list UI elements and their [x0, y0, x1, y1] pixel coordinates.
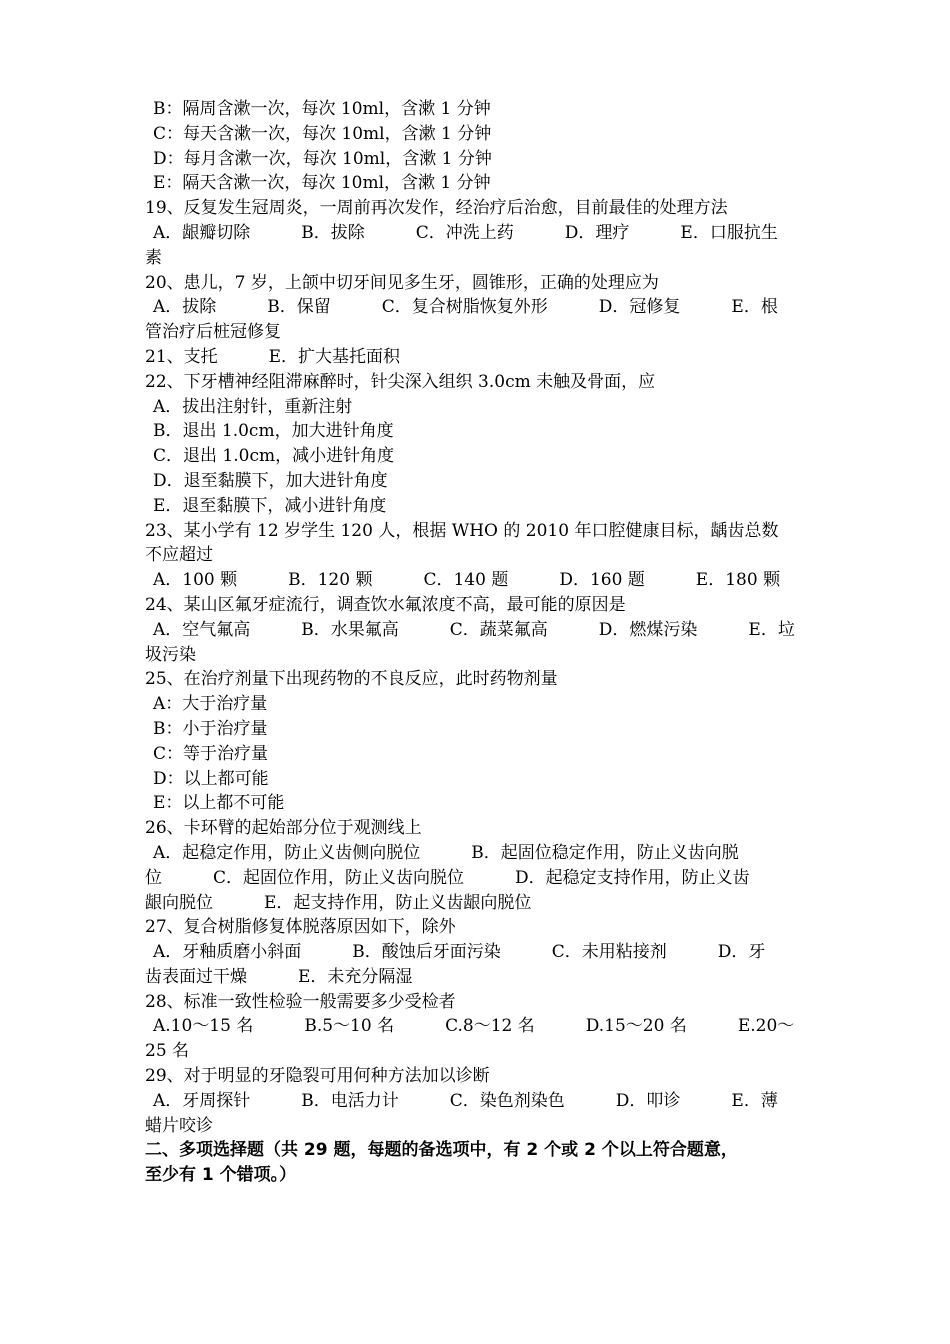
- text-line: 23、某小学有 12 岁学生 120 人，根据 WHO 的 2010 年口腔健康目标，龋齿总数: [145, 520, 779, 541]
- text-line: E：以上都不可能: [153, 793, 285, 814]
- text-line: 22、下牙槽神经阻滞麻醉时，针尖深入组织 3.0cm 未触及骨面，应: [145, 371, 656, 392]
- text-line: 不应超过: [145, 545, 213, 566]
- section-heading-line-2: 至少有 1 个错项。）: [145, 1165, 297, 1186]
- text-line: B：小于治疗量: [153, 718, 268, 739]
- text-line: 龈向脱位 E．起支持作用，防止义齿龈向脱位: [145, 892, 532, 913]
- text-line: 管治疗后桩冠修复: [145, 322, 281, 343]
- text-line: A．拔除 B．保留 C．复合树脂恢复外形 D．冠修复 E．根: [153, 297, 778, 318]
- text-line: A.10～15 名 B.5～10 名 C.8～12 名 D.15～20 名 E.20～: [153, 1016, 795, 1037]
- text-line: A．牙周探针 B．电活力计 C．染色剂染色 D．叩诊 E．薄: [153, 1090, 778, 1111]
- text-line: D：以上都可能: [153, 768, 269, 789]
- text-line: 19、反复发生冠周炎，一周前再次发作，经治疗后治愈，目前最佳的处理方法: [145, 198, 728, 219]
- text-line: B．退出 1.0cm，加大进针角度: [153, 421, 394, 442]
- text-line: 25、在治疗剂量下出现药物的不良反应，此时药物剂量: [145, 669, 558, 690]
- text-line: 位 C．起固位作用，防止义齿向脱位 D．起稳定支持作用，防止义齿: [145, 867, 750, 888]
- text-line: 29、对于明显的牙隐裂可用何种方法加以诊断: [145, 1066, 490, 1087]
- text-line: C：等于治疗量: [153, 743, 269, 764]
- text-line: A．起稳定作用，防止义齿侧向脱位 B．起固位稳定作用，防止义齿向脱: [153, 842, 739, 863]
- text-line: C．退出 1.0cm，减小进针角度: [153, 446, 395, 467]
- section-heading-line-1: 二、多项选择题（共 29 题，每题的备选项中，有 2 个或 2 个以上符合题意，: [145, 1140, 738, 1161]
- text-line: E：隔天含漱一次，每次 10ml，含漱 1 分钟: [153, 173, 491, 194]
- text-line: C：每天含漱一次，每次 10ml，含漱 1 分钟: [153, 123, 492, 144]
- text-line: 21、支托 E．扩大基托面积: [145, 346, 401, 367]
- text-line: 蜡片咬诊: [145, 1115, 213, 1136]
- document-page: [145, 97, 810, 1188]
- text-line: 24、某山区氟牙症流行，调查饮水氟浓度不高，最可能的原因是: [145, 594, 626, 615]
- text-line: D：每月含漱一次，每次 10ml，含漱 1 分钟: [153, 148, 492, 169]
- text-line: A．空气氟高 B．水果氟高 C．蔬菜氟高 D．燃煤污染 E．垃: [153, 619, 795, 640]
- text-line: 20、患儿，7 岁，上颌中切牙间见多生牙，圆锥形，正确的处理应为: [145, 272, 659, 293]
- text-line: 25 名: [145, 1041, 190, 1062]
- text-line: 齿表面过干燥 E．未充分隔湿: [145, 966, 413, 987]
- text-line: A：大于治疗量: [153, 694, 268, 715]
- question-lines: [145, 97, 810, 1138]
- text-line: A．拔出注射针，重新注射: [153, 396, 353, 417]
- text-line: B：隔周含漱一次，每次 10ml，含漱 1 分钟: [153, 99, 491, 119]
- text-line: A．龈瓣切除 B．拔除 C．冲洗上药 D．理疗 E．口服抗生: [153, 222, 778, 243]
- text-line: 27、复合树脂修复体脱落原因如下，除外: [145, 917, 456, 938]
- text-line: A．100 颗 B．120 颗 C．140 题 D．160 题 E．180 颗: [153, 570, 781, 591]
- text-line: 圾污染: [145, 644, 196, 665]
- text-line: D．退至黏膜下，加大进针角度: [153, 470, 388, 491]
- text-line: 素: [145, 247, 162, 268]
- text-line: E．退至黏膜下，减小进针角度: [153, 495, 387, 516]
- text-line: 28、标准一致性检验一般需要多少受检者: [145, 991, 456, 1012]
- text-line: A．牙釉质磨小斜面 B．酸蚀后牙面污染 C．未用粘接剂 D．牙: [153, 942, 766, 963]
- text-line: 26、卡环臂的起始部分位于观测线上: [145, 818, 422, 839]
